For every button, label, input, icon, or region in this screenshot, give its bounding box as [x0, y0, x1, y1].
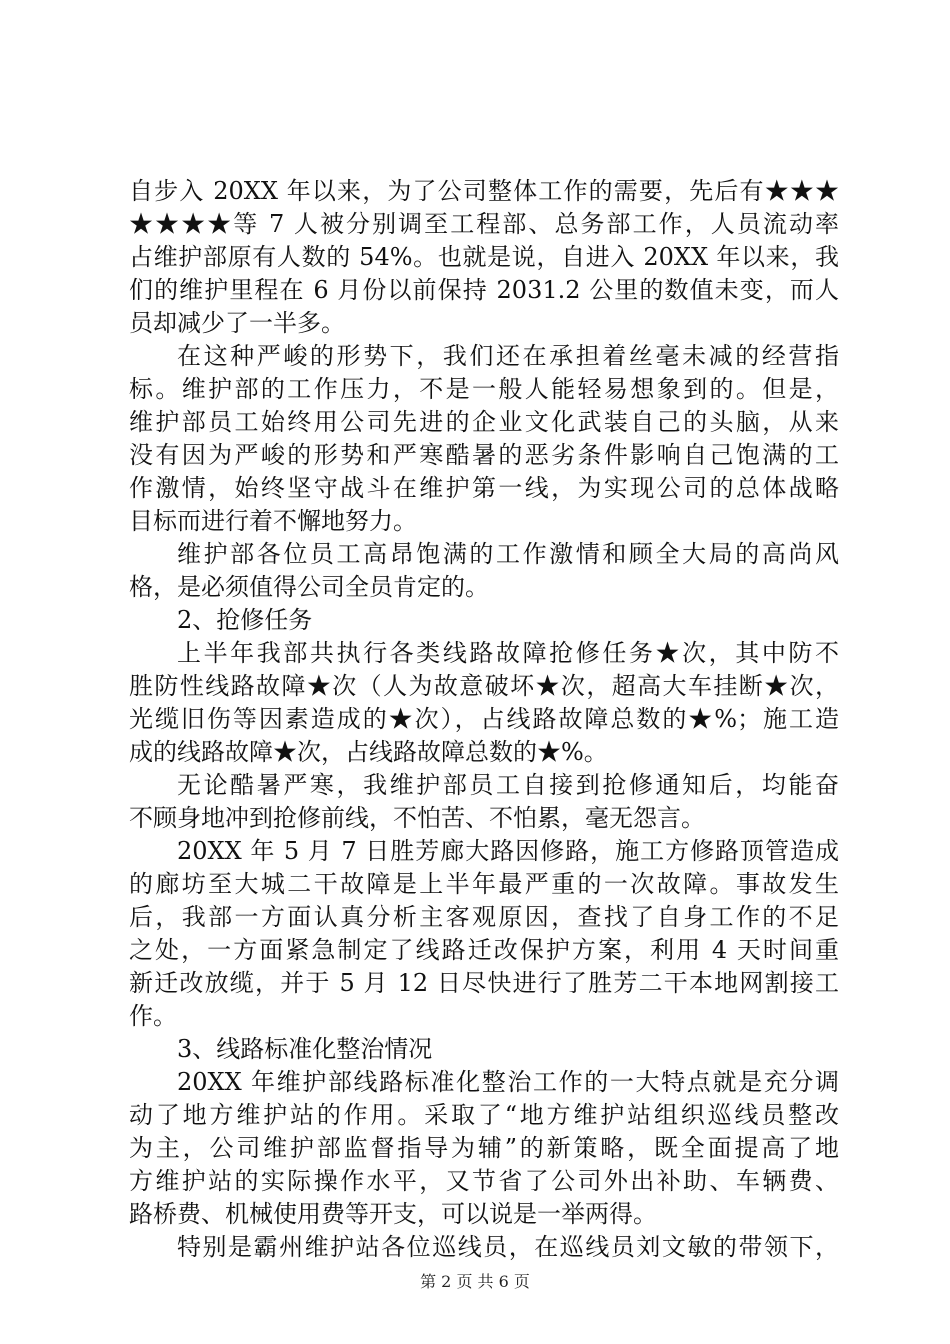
- text-line: 没有因为严峻的形势和严寒酷暑的恶劣条件影响自己饱满的工: [129, 441, 839, 469]
- text-line: 不顾身地冲到抢修前线，不怕苦、不怕累，毫无怨言。: [129, 804, 705, 832]
- text-line: 动了地方维护站的作用。采取了“地方维护站组织巡线员整改: [129, 1101, 839, 1129]
- text-line: 作激情，始终坚守战斗在维护第一线，为实现公司的总体战略: [129, 474, 839, 502]
- text-line: 维护部各位员工高昂饱满的工作激情和顾全大局的高尚风: [177, 540, 839, 568]
- text-line: 成的线路故障★次，占线路故障总数的★%。: [129, 738, 608, 766]
- page-footer: 第 2 页 共 6 页: [420, 1272, 530, 1291]
- text-line: 无论酷暑严寒，我维护部员工自接到抢修通知后，均能奋: [177, 771, 839, 799]
- text-line: 格，是必须值得公司全员肯定的。: [129, 573, 489, 601]
- text-line: 们的维护里程在 6 月份以前保持 2031.2 公里的数值未变，而人: [129, 276, 839, 304]
- text-line: 特别是霸州维护站各位巡线员，在巡线员刘文敏的带领下，: [177, 1233, 839, 1261]
- text-line: 后，我部一方面认真分析主客观原因，查找了自身工作的不足: [129, 903, 839, 931]
- text-line: 胜防性线路故障★次（人为故意破坏★次，超高大车挂断★次，: [129, 672, 839, 700]
- text-line: 新迁改放缆，并于 5 月 12 日尽快进行了胜芳二干本地网割接工: [129, 969, 839, 997]
- text-line: 20XX 年维护部线路标准化整治工作的一大特点就是充分调: [177, 1068, 839, 1096]
- text-line: 的廊坊至大城二干故障是上半年最严重的一次故障。事故发生: [129, 870, 839, 898]
- text-line: 方维护站的实际操作水平，又节省了公司外出补助、车辆费、: [129, 1167, 839, 1195]
- text-line: 为主，公司维护部监督指导为辅”的新策略，既全面提高了地: [129, 1134, 839, 1162]
- text-line: 维护部员工始终用公司先进的企业文化武装自己的头脑，从来: [129, 408, 839, 436]
- section-heading: 2、抢修任务: [177, 606, 313, 634]
- text-line: 上半年我部共执行各类线路故障抢修任务★次，其中防不: [177, 639, 839, 667]
- text-line: 员却减少了一半多。: [129, 309, 345, 337]
- text-line: 目标而进行着不懈地努力。: [129, 507, 417, 535]
- text-line: 之处，一方面紧急制定了线路迁改保护方案，利用 4 天时间重: [129, 936, 839, 964]
- text-line: 标。维护部的工作压力，不是一般人能轻易想象到的。但是，: [129, 375, 839, 403]
- text-line: 在这种严峻的形势下，我们还在承担着丝毫未减的经营指: [177, 342, 839, 370]
- text-line: ★★★★等 7 人被分别调至工程部、总务部工作，人员流动率: [129, 210, 839, 238]
- text-line: 路桥费、机械使用费等开支，可以说是一举两得。: [129, 1200, 657, 1228]
- text-line: 占维护部原有人数的 54%。也就是说，自进入 20XX 年以来，我: [129, 243, 839, 271]
- text-line: 光缆旧伤等因素造成的★次），占线路故障总数的★%；施工造: [129, 705, 839, 733]
- text-line: 自步入 20XX 年以来，为了公司整体工作的需要，先后有★★★: [129, 177, 839, 205]
- text-line: 20XX 年 5 月 7 日胜芳廊大路因修路，施工方修路顶管造成: [177, 837, 839, 865]
- text-line: 作。: [129, 1002, 177, 1030]
- section-heading: 3、线路标准化整治情况: [177, 1035, 433, 1063]
